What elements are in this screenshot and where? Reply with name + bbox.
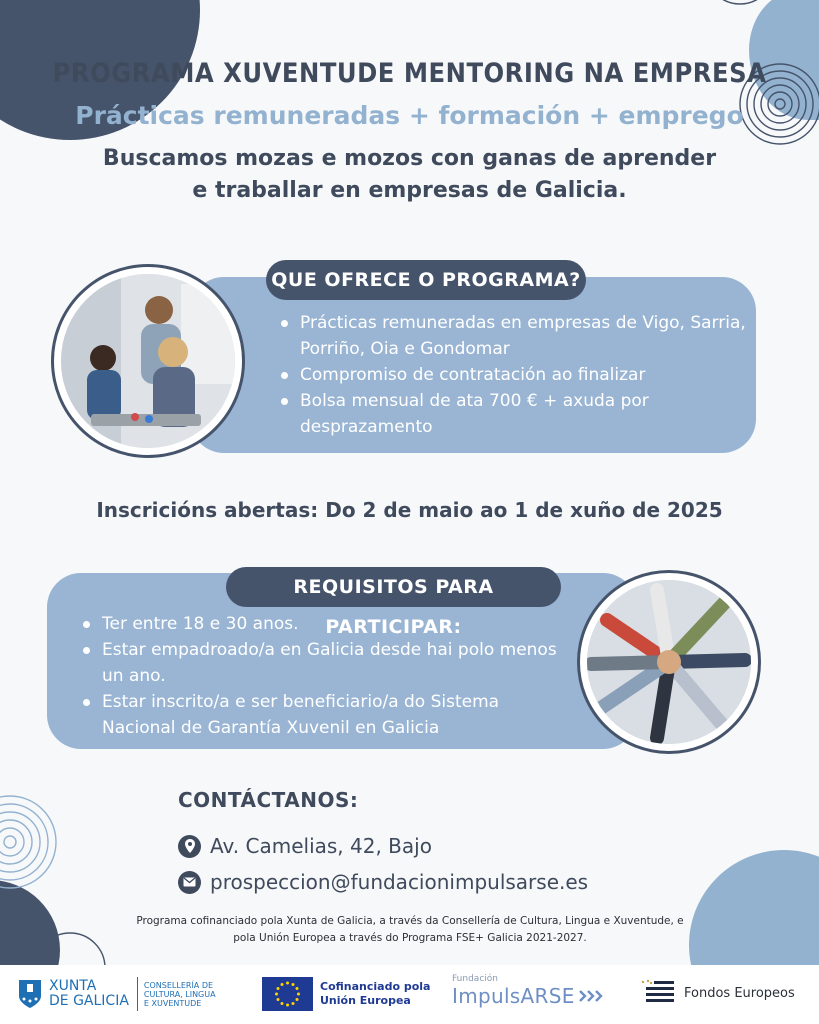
funding-note-line-2: pola Unión Europea a través do Programa FSE+ Galicia 2021-2027. xyxy=(233,932,587,944)
offer-list xyxy=(278,310,748,440)
requirements-list xyxy=(80,611,560,741)
eu-line-1: Cofinanciado pola xyxy=(320,980,431,993)
lead-text xyxy=(0,143,819,207)
list-item: Ter entre 18 e 30 anos. xyxy=(80,611,560,637)
chevrons-icon xyxy=(578,989,608,1003)
contact-heading: CONTÁCTANOS: xyxy=(178,788,359,812)
fondos-europeos-label: Fondos Europeos xyxy=(684,985,795,1001)
hands-together-image xyxy=(587,580,751,744)
department-line-2: CULTURA, LINGUA xyxy=(143,989,216,999)
contact-address xyxy=(178,834,432,858)
xunta-logo xyxy=(18,977,216,1011)
registration-dates: Inscricións abertas: Do 2 de maio ao 1 de xuño de 2025 xyxy=(96,498,723,522)
list-item: Estar inscrito/a e ser beneficiario/a do Sistema Nacional de Garantía Xuvenil en Galicia xyxy=(80,689,560,741)
impulsarse-label: ImpulsARSE xyxy=(452,984,575,1008)
requirements-photo xyxy=(580,573,758,751)
list-item: Compromiso de contratación ao finalizar xyxy=(278,362,748,388)
decorative-circle-top xyxy=(700,0,780,30)
department-line-1: CONSELLERÍA DE xyxy=(143,980,214,990)
page-subtitle: Prácticas remuneradas + formación + emprego xyxy=(75,101,744,130)
eu-flag-icon xyxy=(262,977,313,1011)
funding-note-line-1: Programa cofinanciado pola Xunta de Galicia, a través da Consellería de Cultura, Lingua e Xuventude, e xyxy=(136,915,684,927)
address-text: Av. Camelias, 42, Bajo xyxy=(210,834,432,858)
fondos-europeos-logo xyxy=(640,979,795,1007)
email-link[interactable]: prospeccion@fundacionimpulsarse.es xyxy=(210,870,589,894)
list-item: Bolsa mensual de ata 700 € + axuda por desprazamento xyxy=(278,388,748,440)
logo-footer xyxy=(0,965,819,1024)
team-working-image xyxy=(61,274,235,448)
fondos-europeos-icon xyxy=(640,979,676,1007)
fundacion-label: Fundación xyxy=(452,974,498,984)
eu-logo xyxy=(262,977,430,1011)
funding-note xyxy=(60,913,760,947)
xunta-line-1: XUNTA xyxy=(49,978,97,994)
envelope-icon xyxy=(178,871,201,894)
lead-line-1: Buscamos mozas e mozos con ganas de aprender xyxy=(102,146,717,171)
xunta-line-2: DE GALICIA xyxy=(49,993,129,1009)
location-pin-icon xyxy=(178,835,201,858)
contact-email[interactable] xyxy=(178,870,588,894)
impulsarse-logo xyxy=(452,974,608,1008)
list-item: Prácticas remuneradas en empresas de Vigo, Sarria, Porriño, Oia e Gondomar xyxy=(278,310,748,362)
offer-photo xyxy=(54,267,242,455)
lead-line-2: e traballar en empresas de Galicia. xyxy=(192,178,627,203)
requirements-heading: REQUISITOS PARA PARTICIPAR: xyxy=(226,567,561,607)
department-line-3: E XUVENTUDE xyxy=(143,998,202,1008)
decorative-spiral-left xyxy=(0,792,60,892)
department-name xyxy=(144,981,216,1008)
eu-line-2: Unión Europea xyxy=(320,994,411,1007)
page-title: PROGRAMA XUVENTUDE MENTORING NA EMPRESA xyxy=(52,58,767,89)
list-item: Estar empadroado/a en Galicia desde hai polo menos un ano. xyxy=(80,637,560,689)
offer-heading: QUE OFRECE O PROGRAMA? xyxy=(266,260,586,300)
xunta-emblem-icon xyxy=(18,979,42,1009)
logo-divider xyxy=(137,977,138,1011)
